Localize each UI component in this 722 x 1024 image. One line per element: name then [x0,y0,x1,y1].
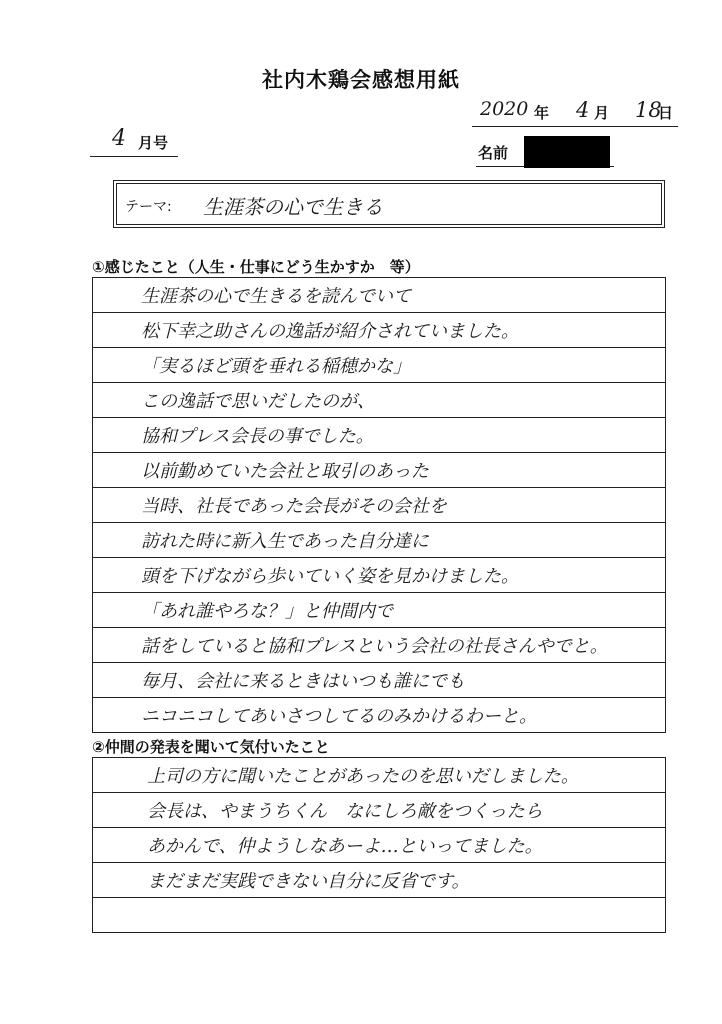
handwritten-text: 訪れた時に新入生であった自分達に [141,531,429,552]
theme-inner-frame [116,183,662,225]
date-day: 18 [635,98,662,122]
date-month: 4 [576,98,590,122]
handwritten-text: 当時、社長であった会長がその会社を [141,496,447,517]
issue-label: 月号 [138,134,169,152]
section1-line [92,523,666,558]
name-redaction [524,136,610,168]
handwritten-text: 「あれ誰やろな？」と仲間内で [141,601,393,622]
handwritten-text: 以前勤めていた会社と取引のあった [141,461,429,482]
handwritten-text: 生涯茶の心で生きるを読んでいて [141,286,411,307]
handwritten-text: 会長は、やまうちくん なにしろ敵をつくったら [147,801,543,822]
section2-line [92,758,666,793]
section1-line [92,418,666,453]
handwritten-text: 頭を下げながら歩いていく姿を見かけました。 [141,566,519,587]
theme-label: テーマ: [125,199,172,215]
section1-line [92,488,666,523]
section1-line [92,348,666,383]
section2-line [92,828,666,863]
section2-line [92,898,666,933]
name-field [476,140,614,167]
date-month-label: 月 [594,104,610,122]
section2-lines [92,757,666,933]
handwritten-text: ニコニコしてあいさつしてるのみかけるわーと。 [141,706,537,727]
handwritten-text: 上司の方に聞いたことがあったのを思いだしました。 [147,766,579,787]
form-title: 社内木鶏会感想用紙 [262,68,460,92]
date-year: 2020 [480,98,529,120]
section2-line [92,863,666,898]
section1-line [92,628,666,663]
section1-line [92,698,666,733]
section2-line [92,793,666,828]
section1-line [92,663,666,698]
handwritten-text: 毎月、会社に来るときはいつも誰にでも [141,671,465,692]
section1-heading: ①感じたこと（人生・仕事にどう生かすか 等） [92,258,420,276]
date-field [472,98,678,127]
section1-line [92,313,666,348]
name-label: 名前 [478,144,509,162]
section1-line [92,383,666,418]
section1-line [92,453,666,488]
section1-line [92,278,666,313]
section1-lines [92,277,666,733]
date-year-label: 年 [534,104,550,122]
handwritten-text: あかんで、仲ようしなあーよ…といってました。 [147,836,543,857]
issue-number: 4 [112,126,126,151]
theme-box [113,180,665,228]
handwritten-text: 協和プレス会長の事でした。 [141,426,374,447]
handwritten-text: 松下幸之助さんの逸話が紹介されていました。 [141,321,519,342]
section1-line [92,558,666,593]
date-day-label: 日 [658,104,674,122]
issue-field [90,126,178,157]
theme-text: 生涯茶の心で生きる [203,195,383,219]
handwritten-text: まだまだ実践できない自分に反省です。 [147,871,470,892]
handwritten-text: 「実るほど頭を垂れる稲穂かな」 [141,356,411,377]
handwritten-text: 話をしていると協和プレスという会社の社長さんやでと。 [141,636,608,657]
section1-line [92,593,666,628]
section2-heading: ②仲間の発表を聞いて気付いたこと [92,738,330,756]
handwritten-text: この逸話で思いだしたのが、 [141,391,375,412]
